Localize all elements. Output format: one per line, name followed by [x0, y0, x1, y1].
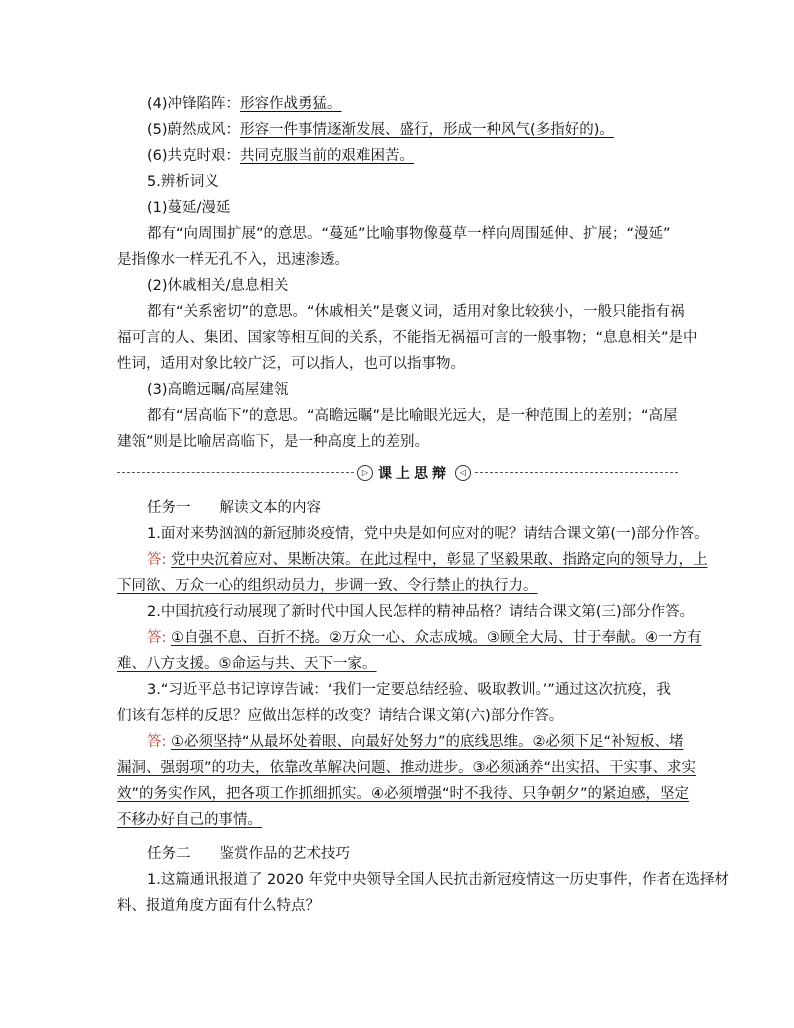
answer-text: 下同欲、万众一心的组织动员力，步调一致、令行禁止的执行力。: [117, 578, 538, 594]
answer-line: [117, 808, 262, 832]
word-pair-title: (3)高瞻远瞩/高屋建瓴: [147, 382, 289, 398]
answer-label: 答:: [147, 552, 167, 568]
question-line: 2.中国抗疫行动展现了新时代中国人民怎样的精神品格？请结合课文第(三)部分作答。: [147, 604, 695, 620]
paragraph-line: 是指像水一样无孔不入，迅速渗透。: [117, 252, 349, 268]
divider: [475, 472, 678, 473]
word-pair-title: (1)蔓延/漫延: [147, 200, 231, 216]
task-heading: 任务一 解读文本的内容: [147, 500, 321, 516]
answer-text: ①必须坚持“从最坏处着眼、向最好处努力”的底线思维。②必须下足“补短板、堵: [171, 734, 684, 750]
idiom-label: (4)冲锋陷阵：: [147, 96, 241, 112]
task-heading: 任务二 鉴赏作品的艺术技巧: [147, 846, 350, 862]
idiom-4: [147, 92, 342, 116]
idiom-label: (5)蔚然成风：: [147, 122, 241, 138]
paragraph-line: 都有“关系密切”的意思。“休戚相关”是褒义词，适用对象比较狭小，一般只能指有祸: [147, 304, 685, 320]
banner-inner: [357, 463, 471, 483]
question-line: 3.“习近平总书记谆谆告诫：‘我们一定要总结经验、吸取教训。’”通过这次抗疫，我: [147, 682, 671, 698]
answer-line: [117, 574, 538, 598]
word-pair-title: (2)休戚相关/息息相关: [147, 278, 289, 294]
section-heading: 5.辨析词义: [147, 174, 219, 190]
idiom-definition: 形容一件事情逐渐发展、盛行，形成一种风气(多指好的)。: [240, 122, 614, 138]
answer-line: [117, 652, 377, 676]
idiom-5: [147, 118, 614, 142]
paragraph-line: 福可言的人、集团、国家等相互间的关系，不能指无祸福可言的一般事物；“息息相关”是中: [117, 330, 698, 346]
paragraph-line: 都有“向周围扩展”的意思。“蔓延”比喻事物像蔓草一样向周围延伸、扩展；“漫延”: [147, 226, 671, 242]
answer-line: [147, 626, 702, 650]
answer-line: [117, 782, 689, 806]
idiom-definition: 形容作战勇猛。: [240, 96, 342, 112]
divider: [117, 472, 354, 473]
question-line: 们该有怎样的反思？应做出怎样的改变？请结合课文第(六)部分作答。: [117, 708, 564, 724]
answer-text: 不移办好自己的事情。: [117, 812, 262, 828]
banner-title: 课上思辩: [378, 466, 450, 482]
question-line: 1.面对来势汹汹的新冠肺炎疫情，党中央是如何应对的呢？请结合课文第(一)部分作答。: [147, 526, 709, 542]
paragraph-line: 建瓴”则是比喻居高临下，是一种高度上的差别。: [117, 434, 430, 450]
answer-label: 答:: [147, 734, 167, 750]
idiom-label: (6)共克时艰：: [147, 148, 241, 164]
right-arrow-circle-icon: ▷: [357, 465, 373, 481]
answer-line: [117, 756, 696, 780]
answer-label: 答:: [147, 630, 167, 646]
question-line: 1.这篇通讯报道了 2020 年党中央领导全国人民抗击新冠疫情这一历史事件，作者在选择材: [147, 872, 729, 888]
answer-text: 难、八方支援。⑤命运与共、天下一家。: [117, 656, 377, 672]
idiom-6: [147, 144, 414, 168]
idiom-definition: 共同克服当前的艰难困苦。: [240, 148, 415, 164]
answer-line: [147, 548, 708, 572]
answer-text: 效”的务实作风，把各项工作抓细抓实。④必须增强“时不我待、只争朝夕”的紧迫感，坚定: [117, 786, 690, 802]
answer-text: ①自强不息、百折不挠。②万众一心、众志成城。③顾全大局、甘于奉献。④一方有: [171, 630, 702, 646]
answer-text: 党中央沉着应对、果断决策。在此过程中，彰显了坚毅果敢、指路定向的领导力，上: [171, 552, 708, 568]
answer-line: [147, 730, 684, 754]
answer-text: 漏洞、强弱项”的功夫，依靠改革解决问题、推动进步。③必须涵养“出实招、干实事、求实: [117, 760, 697, 776]
section-banner: [117, 463, 678, 483]
question-line: 料、报道角度方面有什么特点？: [117, 898, 320, 914]
left-arrow-circle-icon: ◁: [455, 465, 471, 481]
paragraph-line: 性词，适用对象比较广泛，可以指人，也可以指事物。: [117, 356, 465, 372]
paragraph-line: 都有“居高临下”的意思。“高瞻远瞩”是比喻眼光远大，是一种范围上的差别；“高屋: [147, 408, 678, 424]
